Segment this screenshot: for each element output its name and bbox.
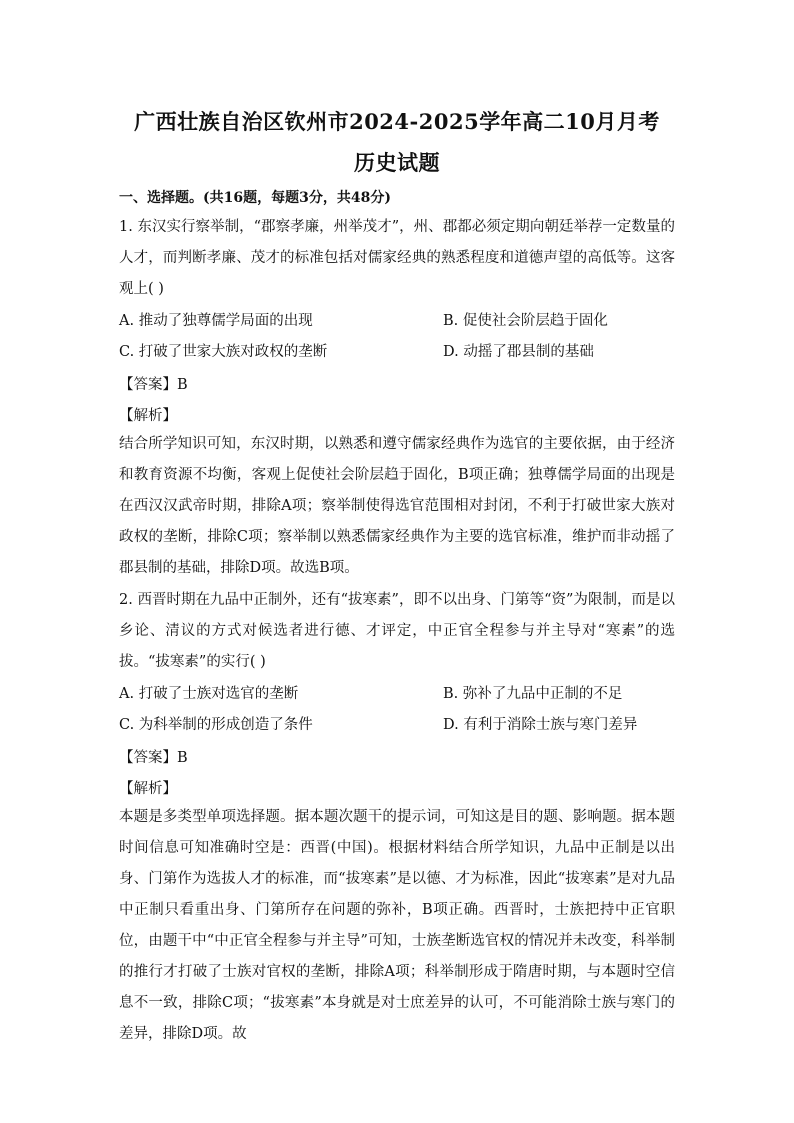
document-subtitle: 历史试题	[354, 150, 440, 175]
question-2-option-c: C. 为科举制的形成创造了条件	[119, 717, 313, 733]
question-2-answer: 【答案】B	[119, 750, 188, 766]
question-1-option-c: C. 打破了世家大族对政权的垄断	[119, 344, 328, 360]
question-1-stem: 1. 东汉实行察举制，“郡察孝廉，州举茂才”，州、郡都必须定期向朝廷举荐一定数量的人才，而判断孝廉、茂才的标准包括对儒家经典的熟悉程度和道德声望的高低等。这客观上( )	[119, 219, 675, 297]
question-1-option-b: B. 促使社会阶层趋于固化	[443, 313, 608, 329]
question-1-answer: 【答案】B	[119, 377, 188, 393]
question-1-option-a: A. 推动了独尊儒学局面的出现	[119, 313, 313, 329]
question-2-analysis-label: 【解析】	[119, 781, 177, 797]
question-2-option-d: D. 有利于消除士族与寒门差异	[443, 717, 638, 733]
question-2-option-b: B. 弥补了九品中正制的不足	[443, 686, 623, 702]
question-1-analysis: 结合所学知识可知，东汉时期，以熟悉和遵守儒家经典作为选官的主要依据，由于经济和教育资源不均衡，客观上促使社会阶层趋于固化，B项正确；独尊儒学局面的出现是在西汉汉武帝时期，排除A项；察举制使得选官范围相对封闭，不利于打破世家大族对政权的垄断，排除C项；察举制以熟悉儒家经典作为主要的选官标准，维护而非动摇了郡县制的基础，排除D项。故选B项。	[119, 436, 675, 576]
document-title: 广西壮族自治区钦州市2024-2025学年高二10月月考	[134, 109, 660, 134]
question-1-analysis-label: 【解析】	[119, 408, 177, 424]
question-1-option-d: D. 动摇了郡县制的基础	[443, 344, 594, 360]
section-heading: 一、选择题。(共16题，每题3分，共48分)	[119, 190, 391, 206]
question-2-option-a: A. 打破了士族对选官的垄断	[119, 686, 299, 702]
question-2-stem: 2. 西晋时期在九品中正制外，还有“拔寒素”，即不以出身、门第等“资”为限制，而是以乡论、清议的方式对候选者进行德、才评定，中正官全程参与并主导对“寒素”的选拔。“拔寒素”的实行( )	[119, 592, 675, 670]
question-2-analysis: 本题是多类型单项选择题。据本题次题干的提示词，可知这是目的题、影响题。据本题时间信息可知准确时空是：西晋(中国)。根据材料结合所学知识，九品中正制是以出身、门第作为选拔人才的标准，而“拔寒素”是以德、才为标准，因此“拔寒素”是对九品中正制只看重出身、门第所存在问题的弥补，B项正确。西晋时，士族把持中正官职位，由题干中“中正官全程参与并主导”可知，士族垄断选官权的情况并未改变，科举制的推行才打破了士族对官权的垄断，排除A项；科举制形成于隋唐时期，与本题时空信息不一致，排除C项；“拔寒素”本身就是对士庶差异的认可，不可能消除士族与寒门的差异，排除D项。故	[119, 809, 675, 1042]
